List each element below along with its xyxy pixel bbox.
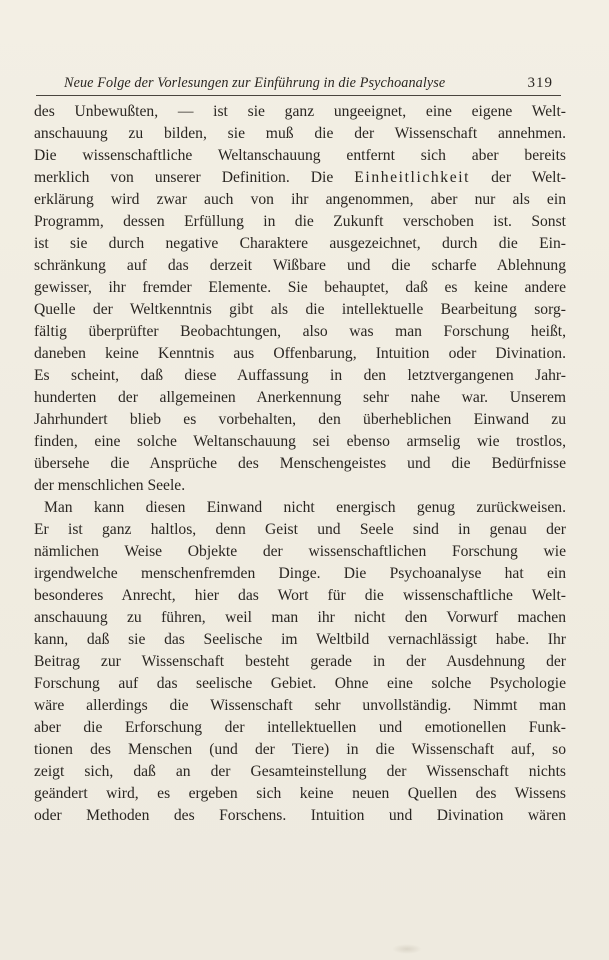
text-line: geändert wird, es ergeben sich keine neuen Quellen des Wissens <box>34 785 566 802</box>
text-line: oder Methoden des Forschens. Intuition und Divination wären <box>34 807 566 824</box>
text-line: ist sie durch negative Charaktere ausgezeichnet, durch die Ein- <box>34 235 566 252</box>
paragraph-end-line: der menschlichen Seele. <box>34 477 186 494</box>
text-line: Es scheint, daß diese Auffassung in den letztvergangenen Jahr- <box>34 367 566 384</box>
text-line: Quelle der Weltkenntnis gibt als die intellektuelle Bearbeitung sorg- <box>34 301 566 318</box>
text-line <box>34 167 566 189</box>
body-text <box>34 101 566 827</box>
text-line: tionen des Menschen (und der Tiere) in die Wissenschaft auf, so <box>34 741 566 758</box>
text-segment: der Welt- <box>491 169 566 186</box>
text-line: aber die Erforschung der intellektuellen und emotionellen Funk- <box>34 719 566 736</box>
text-line: finden, eine solche Weltanschauung sei ebenso armselig wie trostlos, <box>34 433 566 450</box>
page-number: 319 <box>527 75 553 91</box>
text-line: Forschung auf das seelische Gebiet. Ohne eine solche Psychologie <box>34 675 566 692</box>
emphasized-word: Einheitlichkeit <box>354 169 471 186</box>
text-line: irgendwelche menschenfremden Dinge. Die Psychoanalyse hat ein <box>34 565 566 582</box>
text-line: Beitrag zur Wissenschaft besteht gerade in der Ausdehnung der <box>34 653 566 670</box>
text-line: Jahrhundert blieb es vorbehalten, den überheblichen Einwand zu <box>34 411 566 428</box>
text-line: gewisser, ihr fremder Elemente. Sie behauptet, daß es keine andere <box>34 279 566 296</box>
text-line: fältig überprüfter Beobachtungen, also was man Forschung heißt, <box>34 323 566 340</box>
text-line: übersehe die Ansprüche des Menschengeistes und die Bedürfnisse <box>34 455 566 472</box>
text-line: daneben keine Kenntnis aus Offenbarung, Intuition oder Divination. <box>34 345 566 362</box>
text-line: des Unbewußten, — ist sie ganz ungeeignet, eine eigene Welt- <box>34 103 566 120</box>
text-line: anschauung zu bilden, sie muß die der Wissenschaft annehmen. <box>34 125 566 142</box>
paragraph-start-line: Man kann diesen Einwand nicht energisch genug zurückweisen. <box>44 499 566 516</box>
text-segment: merklich von unserer Definition. Die <box>34 169 334 186</box>
running-title: Neue Folge der Vorlesungen zur Einführung in die Psychoanalyse <box>64 75 446 91</box>
paper-smudge <box>392 944 422 954</box>
text-line: zeigt sich, daß an der Gesamteinstellung der Wissenschaft nichts <box>34 763 566 780</box>
running-header <box>36 71 561 96</box>
text-line: Programm, dessen Erfüllung in die Zukunft verschoben ist. Sonst <box>34 213 566 230</box>
text-line: nämlichen Weise Objekte der wissenschaftlichen Forschung wie <box>34 543 566 560</box>
text-line: hunderten der allgemeinen Anerkennung sehr nahe war. Unserem <box>34 389 566 406</box>
text-line: kann, daß sie das Seelische im Weltbild vernachlässigt habe. Ihr <box>34 631 566 648</box>
text-line: Die wissenschaftliche Weltanschauung entfernt sich aber bereits <box>34 147 566 164</box>
text-line: anschauung zu führen, weil man ihr nicht den Vorwurf machen <box>34 609 566 626</box>
text-line: Er ist ganz haltlos, denn Geist und Seele sind in genau der <box>34 521 566 538</box>
text-line: besonderes Anrecht, hier das Wort für die wissenschaftliche Welt- <box>34 587 566 604</box>
text-line: wäre allerdings die Wissenschaft sehr unvollständig. Nimmt man <box>34 697 566 714</box>
text-line: schränkung auf das derzeit Wißbare und die scharfe Ablehnung <box>34 257 566 274</box>
text-line: erklärung wird zwar auch von ihr angenommen, aber nur als ein <box>34 191 566 208</box>
